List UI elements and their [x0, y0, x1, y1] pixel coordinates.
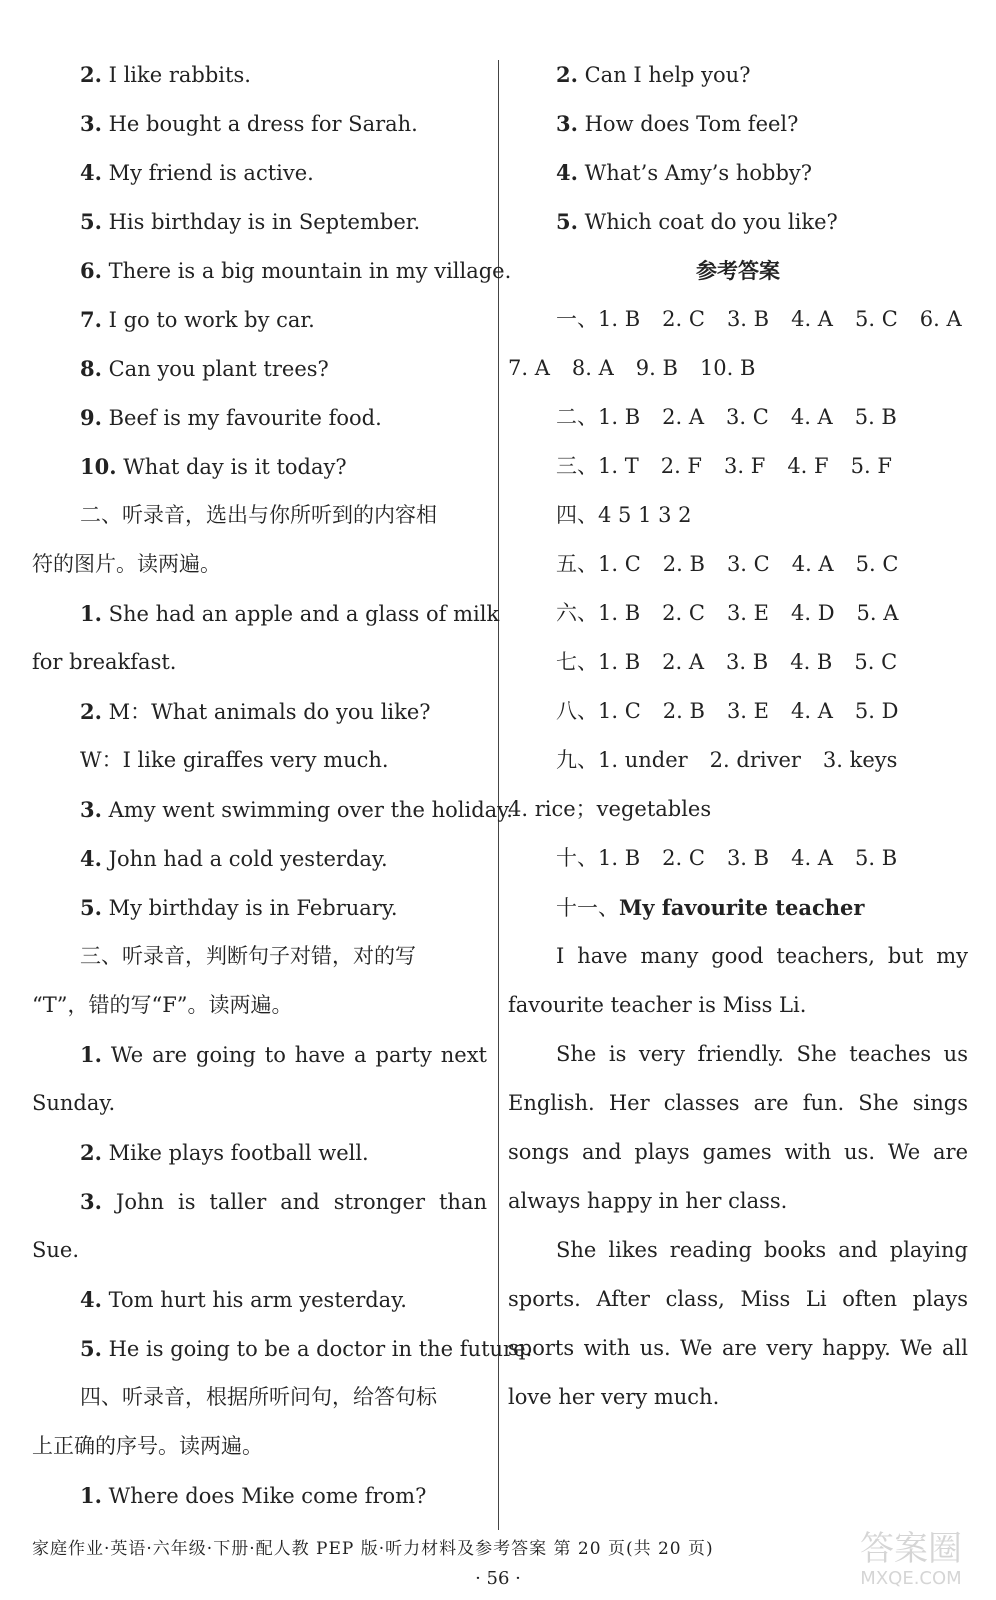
- text-line: [32, 1030, 487, 1079]
- text-line: [32, 197, 487, 246]
- answer-line: [508, 785, 968, 834]
- answer-item: 1. B: [598, 307, 641, 331]
- section-label: 十、: [556, 846, 598, 870]
- text-line: [32, 1471, 487, 1520]
- answer-item: 3. E: [726, 601, 769, 625]
- item-number: 5.: [80, 895, 102, 920]
- item-number: 5.: [556, 209, 578, 234]
- line-text: I go to work by car.: [101, 308, 315, 332]
- text-line: [32, 932, 487, 981]
- watermark-text: 答案圈: [860, 1529, 962, 1569]
- section-label: 九、: [556, 748, 598, 772]
- answer-line: [508, 736, 968, 785]
- line-text: I like rabbits.: [101, 63, 251, 87]
- answer-item: 3. B: [726, 846, 770, 870]
- section-label: 八、: [556, 699, 598, 723]
- answer-item: 1. under: [598, 748, 688, 772]
- line-text: Beef is my favourite food.: [101, 406, 382, 430]
- answer-item: 5. C: [854, 650, 898, 674]
- text-line: [32, 295, 487, 344]
- text-line: [32, 687, 487, 736]
- watermark-logo: [836, 1522, 986, 1592]
- item-number: 2.: [80, 62, 102, 87]
- item-number: 8.: [80, 356, 102, 381]
- answer-item: 4. A: [791, 307, 833, 331]
- text-line: [32, 638, 487, 687]
- watermark-sub: MXQE.COM: [860, 1568, 962, 1589]
- text-line: [32, 491, 487, 540]
- answer-item: 4. A: [791, 846, 833, 870]
- line-text: 符的图片。读两遍。: [32, 552, 221, 576]
- text-line: [32, 736, 487, 785]
- text-line: [32, 148, 487, 197]
- text-line: [32, 589, 500, 638]
- text-line: [32, 1128, 487, 1177]
- line-text: What day is it today?: [116, 455, 347, 479]
- answer-line: [508, 344, 968, 393]
- answer-item: 5. B: [854, 405, 897, 429]
- line-text: 三、听录音，判断句子对错，对的写: [80, 944, 416, 968]
- answer-item: 4. B: [790, 650, 833, 674]
- line-text: Amy went swimming over the holiday.: [101, 798, 513, 822]
- footer-text: 家庭作业·英语·六年级·下册·配人教 PEP 版·听力材料及参考答案 第 20 页(共 20 页): [32, 1539, 714, 1559]
- answer-item: 2. C: [662, 307, 705, 331]
- question-line: [508, 50, 968, 99]
- answer-item: 6. A: [919, 307, 962, 331]
- line-text: She had an apple and a glass of milk: [101, 602, 500, 626]
- line-text: How does Tom feel?: [577, 112, 799, 136]
- line-text: Tom hurt his arm yesterday.: [101, 1288, 407, 1312]
- item-number: 5.: [80, 1336, 102, 1361]
- section-label: 一、: [556, 307, 598, 331]
- answer-key-title: 参考答案: [696, 258, 780, 283]
- text-line: [32, 442, 487, 491]
- answer-item: 3. C: [726, 552, 770, 576]
- item-number: 4.: [556, 160, 578, 185]
- text-line: [32, 883, 487, 932]
- item-number: 2.: [556, 62, 578, 87]
- answer-item: 5. C: [855, 552, 899, 576]
- answer-item: 2. B: [662, 552, 705, 576]
- essay-line: favourite teacher is Miss Li.: [508, 993, 807, 1017]
- text-line: [32, 1324, 533, 1373]
- answer-item: 4. rice；vegetables: [508, 797, 712, 821]
- text-line: [32, 834, 487, 883]
- essay-line: She likes reading books and playing: [556, 1238, 968, 1262]
- item-number: 1.: [80, 601, 102, 626]
- answer-item: 5. F: [850, 454, 892, 478]
- essay-line: sports with us. We are very happy. We all: [508, 1336, 968, 1360]
- answer-item: 4. A: [791, 552, 834, 576]
- line-text: Can I help you?: [577, 63, 751, 87]
- section-label: 七、: [556, 650, 598, 674]
- line-text: Which coat do you like?: [577, 210, 838, 234]
- answer-line: [508, 687, 968, 736]
- answer-item: 1. B: [598, 601, 641, 625]
- text-line: [32, 1373, 487, 1422]
- answer-item: 4. D: [790, 601, 835, 625]
- item-number: 9.: [80, 405, 102, 430]
- item-number: 4.: [80, 846, 102, 871]
- line-text: There is a big mountain in my village.: [101, 259, 512, 283]
- answer-item: 3. E: [726, 699, 769, 723]
- text-line: [32, 246, 512, 295]
- text-line: [32, 1226, 487, 1275]
- answer-item: 8. A: [571, 356, 614, 380]
- item-number: 1.: [80, 1042, 102, 1067]
- text-line: [32, 393, 487, 442]
- answer-item: 9. B: [635, 356, 678, 380]
- answer-line: [508, 491, 968, 540]
- item-number: 6.: [80, 258, 102, 283]
- text-line: [32, 1177, 487, 1226]
- answer-item: 10. B: [699, 356, 756, 380]
- answer-line: [508, 834, 968, 883]
- answer-item: 5. C: [854, 307, 898, 331]
- answer-line: [508, 589, 968, 638]
- answer-item: 1. C: [598, 552, 641, 576]
- answer-item: 1. B: [598, 405, 641, 429]
- answer-item: 3. keys: [822, 748, 898, 772]
- item-number: 3.: [556, 111, 578, 136]
- item-number: 3.: [80, 797, 102, 822]
- answer-item: 2. C: [662, 846, 705, 870]
- item-number: 4.: [80, 160, 102, 185]
- essay-line: songs and plays games with us. We are: [508, 1140, 968, 1164]
- answer-line: [508, 393, 968, 442]
- line-text: Where does Mike come from?: [101, 1484, 427, 1508]
- text-line: [32, 50, 487, 99]
- text-line: [32, 1422, 487, 1471]
- essay-line: love her very much.: [508, 1385, 720, 1409]
- line-text: Sue.: [32, 1238, 80, 1262]
- line-text: Sunday.: [32, 1091, 116, 1115]
- line-text: His birthday is in September.: [101, 210, 421, 234]
- item-number: 5.: [80, 209, 102, 234]
- section-label: 十一、: [556, 896, 619, 920]
- text-line: [32, 99, 487, 148]
- line-text: What’s Amy’s hobby?: [577, 161, 813, 185]
- line-text: He bought a dress for Sarah.: [101, 112, 418, 136]
- text-line: [32, 1275, 487, 1324]
- text-line: [32, 344, 487, 393]
- item-number: 3.: [80, 111, 102, 136]
- answer-item: 1. T: [598, 454, 639, 478]
- answer-item: 3. B: [726, 650, 769, 674]
- answer-item: 2. A: [662, 650, 705, 674]
- answer-item: 1. C: [598, 699, 641, 723]
- essay-line: sports. After class, Miss Li often plays: [508, 1287, 968, 1311]
- line-text: 二、听录音，选出与你所听到的内容相: [80, 503, 437, 527]
- answer-item: 5. D: [854, 699, 899, 723]
- line-text: My birthday is in February.: [101, 896, 398, 920]
- section-label: 二、: [556, 405, 598, 429]
- answer-item: 1. B: [598, 650, 641, 674]
- line-text: He is going to be a doctor in the future.: [101, 1337, 533, 1361]
- line-text: W：I like giraffes very much.: [80, 748, 389, 772]
- line-text: We are going to have a party next: [101, 1043, 487, 1067]
- item-number: 7.: [80, 307, 102, 332]
- answer-item: 4 5 1 3 2: [598, 503, 692, 527]
- answer-item: 2. A: [662, 405, 705, 429]
- item-number: 3.: [80, 1189, 102, 1214]
- answer-line: [508, 442, 968, 491]
- text-line: [32, 785, 513, 834]
- line-text: M：What animals do you like?: [101, 700, 431, 724]
- question-line: [508, 99, 968, 148]
- line-text: John had a cold yesterday.: [101, 847, 388, 871]
- answer-item: 2. C: [662, 601, 705, 625]
- item-number: 2.: [80, 699, 102, 724]
- answer-item: 4. A: [790, 699, 833, 723]
- section-label: 四、: [556, 503, 598, 527]
- answer-item: 2. F: [660, 454, 703, 478]
- answer-line: [508, 638, 968, 687]
- item-number: 4.: [80, 1287, 102, 1312]
- item-number: 2.: [80, 1140, 102, 1165]
- line-text: My friend is active.: [101, 161, 314, 185]
- section-label: 六、: [556, 601, 598, 625]
- line-text: 上正确的序号。读两遍。: [32, 1434, 263, 1458]
- answer-item: 5. B: [854, 846, 898, 870]
- right-column: [508, 50, 968, 1422]
- essay-line: English. Her classes are fun. She sings: [508, 1091, 968, 1115]
- line-text: “T”，错的写“F”。读两遍。: [32, 993, 293, 1017]
- page-number: · 56 ·: [475, 1568, 521, 1589]
- answer-item: 2. B: [662, 699, 705, 723]
- text-line: [32, 1079, 487, 1128]
- line-text: Can you plant trees?: [101, 357, 329, 381]
- answer-item: 4. A: [790, 405, 833, 429]
- line-text: 四、听录音，根据所听问句，给答句标: [80, 1385, 437, 1409]
- section-label: 五、: [556, 552, 598, 576]
- essay-line: I have many good teachers, but my: [556, 944, 968, 968]
- answer-item: 3. C: [726, 405, 769, 429]
- question-line: [508, 197, 968, 246]
- item-number: 1.: [80, 1483, 102, 1508]
- answer-item: 1. B: [598, 846, 641, 870]
- answer-line: [508, 295, 968, 344]
- answer-item: 3. B: [726, 307, 770, 331]
- answer-line: [508, 540, 968, 589]
- essay-heading: [508, 883, 968, 932]
- essay-line: She is very friendly. She teaches us: [556, 1042, 968, 1066]
- text-line: [32, 981, 487, 1030]
- answer-item: 2. driver: [709, 748, 801, 772]
- line-text: Mike plays football well.: [101, 1141, 369, 1165]
- answer-item: 5. A: [856, 601, 899, 625]
- line-text: for breakfast.: [32, 650, 177, 674]
- text-line: [32, 540, 487, 589]
- section-label: 三、: [556, 454, 598, 478]
- answer-item: 7. A: [508, 356, 550, 380]
- essay-line: always happy in her class.: [508, 1189, 788, 1213]
- essay-title: My favourite teacher: [619, 895, 865, 920]
- answer-item: 4. F: [787, 454, 829, 478]
- question-line: [508, 148, 968, 197]
- item-number: 10.: [80, 454, 117, 479]
- answer-item: 3. F: [724, 454, 766, 478]
- line-text: John is taller and stronger than: [101, 1190, 487, 1214]
